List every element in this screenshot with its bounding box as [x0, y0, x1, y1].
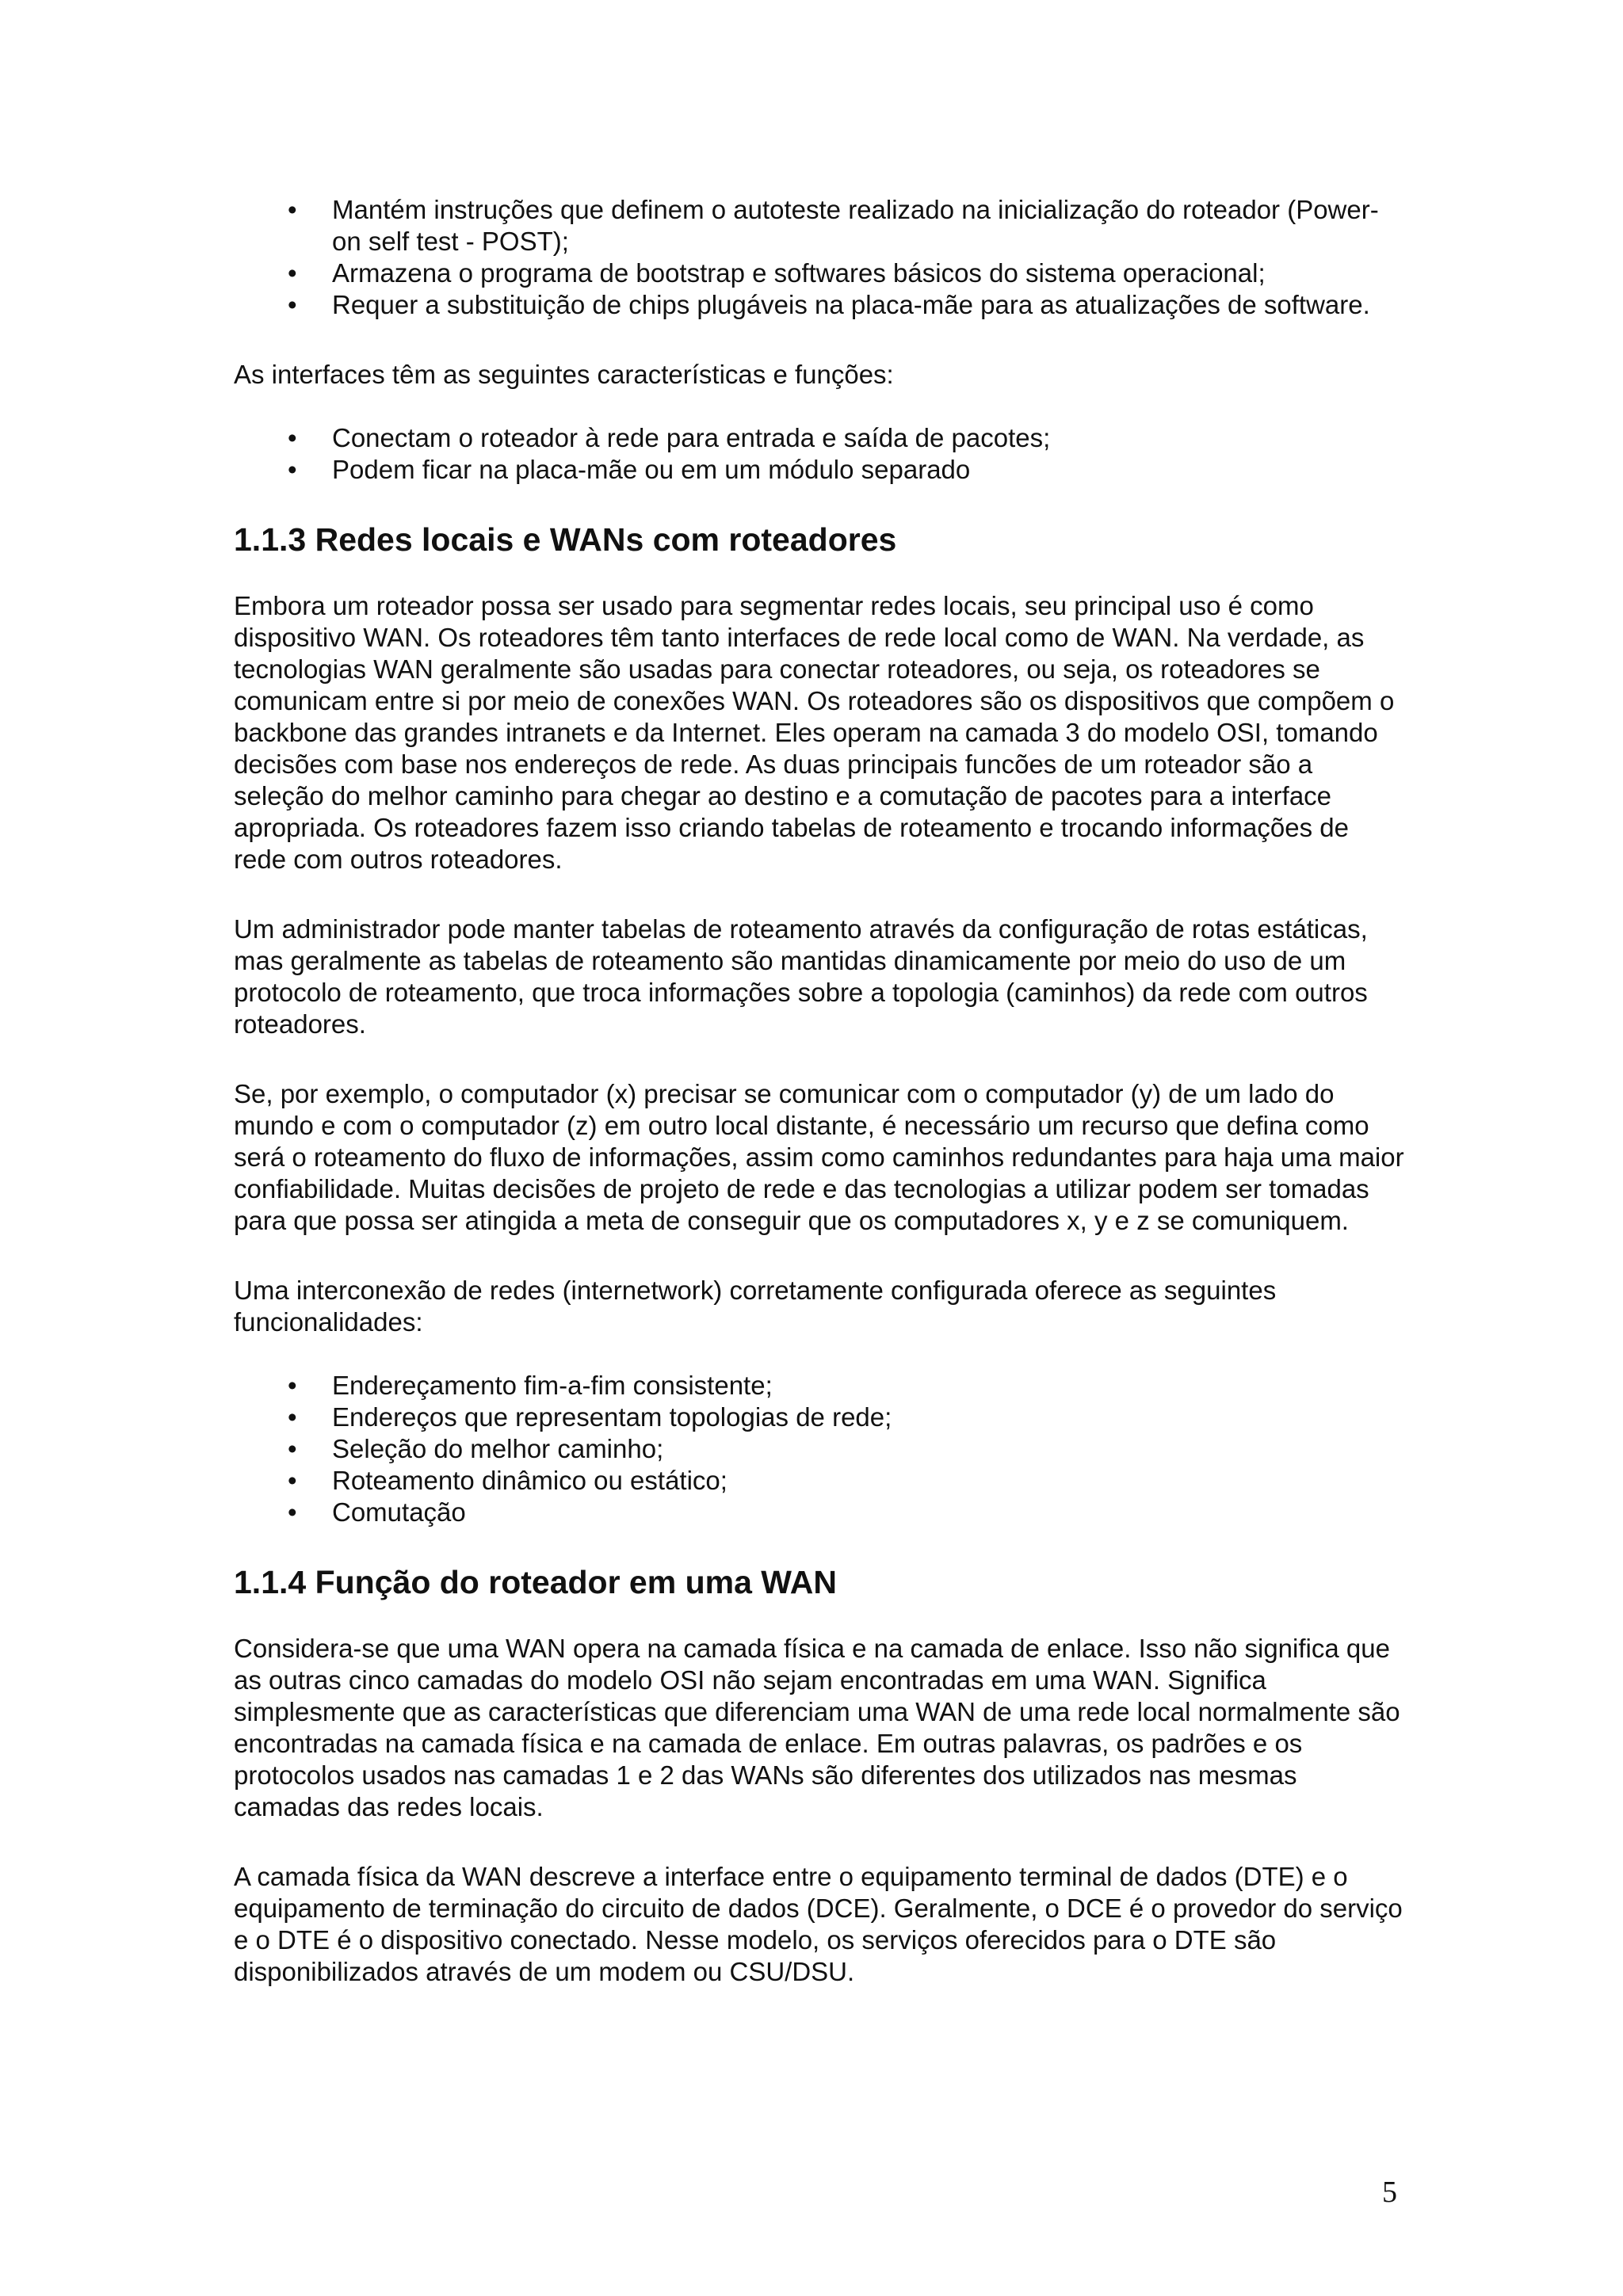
section-heading-1-1-3: 1.1.3 Redes locais e WANs com roteadores: [234, 521, 897, 558]
list-item: • Podem ficar na placa-mãe ou em um módulo separado: [234, 454, 1407, 486]
list-item: • Seleção do melhor caminho;: [234, 1433, 1407, 1465]
section-heading-1-1-4: 1.1.4 Função do roteador em uma WAN: [234, 1564, 837, 1600]
paragraph: Uma interconexão de redes (internetwork) corretamente configurada oferece as seguintes funcionalidades:: [234, 1276, 1277, 1337]
page-number: 5: [1382, 2176, 1397, 2209]
list-item: • Comutação: [234, 1497, 1407, 1528]
rom-features-list: [234, 194, 1407, 321]
paragraph: Embora um roteador possa ser usado para segmentar redes locais, seu principal uso é como dispositivo WAN. Os roteadores têm tanto interfaces de rede local como de WAN. Na verdade, as tecnologias WAN geralmente são usadas para conectar roteadores, ou seja, os roteadores se comunicam entre si por meio de conexões WAN. Os roteadores são os dispositivos que compõem o backbone das grandes intranets e da Internet. Eles operam na camada 3 do modelo OSI, tomando decisões com base nos endereços de rede. As duas principais funcões de um roteador são a seleção do melhor caminho para chegar ao destino e a comutação de pacotes para a interface apropriada. Os roteadores fazem isso criando tabelas de roteamento e trocando informações de rede com outros roteadores.: [234, 591, 1395, 874]
paragraph: Um administrador pode manter tabelas de roteamento através da configuração de rotas estáticas, mas geralmente as tabelas de roteamento são mantidas dinamicamente por meio do uso de um protocolo de roteamento, que troca informações sobre a topologia (caminhos) da rede com outros roteadores.: [234, 914, 1368, 1039]
interfaces-intro: As interfaces têm as seguintes características e funções:: [234, 360, 894, 389]
internetwork-features-list: [234, 1370, 1407, 1528]
paragraph: Considera-se que uma WAN opera na camada física e na camada de enlace. Isso não significa que as outras cinco camadas do modelo OSI não sejam encontradas em uma WAN. Significa simplesmente que as características que diferenciam uma WAN de uma rede local normalmente são encontradas na camada física e na camada de enlace. Em outras palavras, os padrões e os protocolos usados nas camadas 1 e 2 das WANs são diferentes dos utilizados nas mesmas camadas das redes locais.: [234, 1634, 1400, 1821]
document-page: [234, 194, 1407, 1988]
list-item: • Endereçamento fim-a-fim consistente;: [234, 1370, 1407, 1402]
list-item: • Requer a substituição de chips plugáveis na placa-mãe para as atualizações de software.: [234, 289, 1407, 321]
list-item: • Roteamento dinâmico ou estático;: [234, 1465, 1407, 1497]
list-item: • Conectam o roteador à rede para entrada e saída de pacotes;: [234, 422, 1407, 454]
interfaces-list: [234, 422, 1407, 486]
list-item: • Armazena o programa de bootstrap e softwares básicos do sistema operacional;: [234, 257, 1407, 289]
paragraph: A camada física da WAN descreve a interface entre o equipamento terminal de dados (DTE) e o equipamento de terminação do circuito de dados (DCE). Geralmente, o DCE é o provedor do serviço e o DTE é o dispositivo conectado. Nesse modelo, os serviços oferecidos para o DTE são disponibilizados através de um modem ou CSU/DSU.: [234, 1862, 1403, 1986]
list-item: • Mantém instruções que definem o autoteste realizado na inicialização do roteador (Power-on self test - POST);: [234, 194, 1407, 257]
paragraph: Se, por exemplo, o computador (x) precisar se comunicar com o computador (y) de um lado do mundo e com o computador (z) em outro local distante, é necessário um recurso que defina como será o roteamento do fluxo de informações, assim como caminhos redundantes para haja uma maior confiabilidade. Muitas decisões de projeto de rede e das tecnologias a utilizar podem ser tomadas para que possa ser atingida a meta de conseguir que os computadores x, y e z se comuniquem.: [234, 1079, 1404, 1235]
list-item: • Endereços que representam topologias de rede;: [234, 1402, 1407, 1433]
